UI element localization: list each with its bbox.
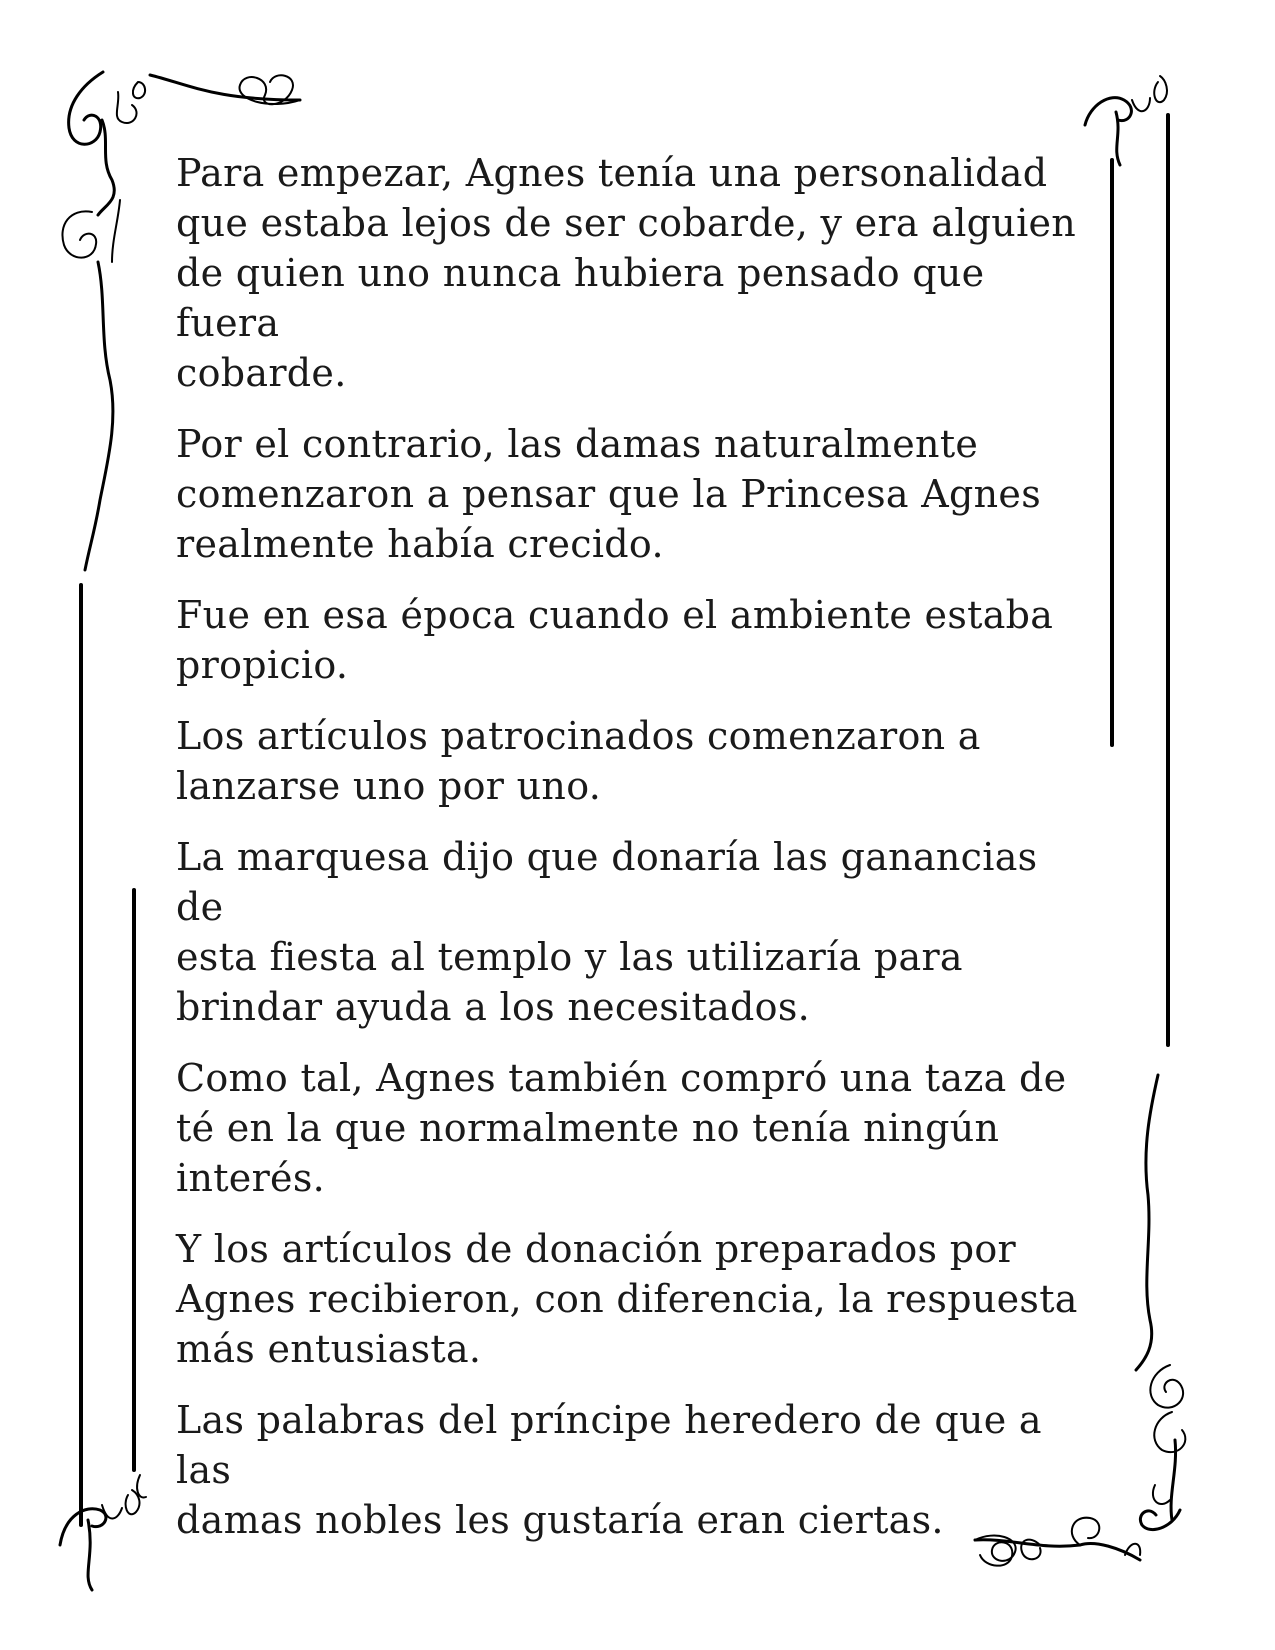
paragraph: La marquesa dijo que donaría las ganancias de esta fiesta al templo y las utilizaría para brindar ayuda a los necesitados. — [176, 835, 1038, 1029]
bottom-left-flourish — [60, 1475, 146, 1590]
paragraph: Fue en esa época cuando el ambiente estaba propicio. — [176, 593, 1054, 687]
paragraph: Y los artículos de donación preparados por Agnes recibieron, con diferencia, la respuesta más entusiasta. — [176, 1227, 1078, 1371]
paragraph: Para empezar, Agnes tenía una personalidad que estaba lejos de ser cobarde, y era alguien de quien uno nunca hubiera pensado que fuera cobarde. — [176, 151, 1077, 395]
main-text — [176, 148, 1096, 1566]
paragraph: Como tal, Agnes también compró una taza de té en la que normalmente no tenía ningún interés. — [176, 1056, 1067, 1200]
paragraph: Los artículos patrocinados comenzaron a lanzarse uno por uno. — [176, 714, 981, 808]
top-right-flourish — [1085, 76, 1167, 165]
paragraph: Por el contrario, las damas naturalmente comenzaron a pensar que la Princesa Agnes realmente había crecido. — [176, 422, 1041, 566]
paragraph: Las palabras del príncipe heredero de que a las damas nobles les gustaría eran ciertas. — [176, 1398, 1042, 1542]
